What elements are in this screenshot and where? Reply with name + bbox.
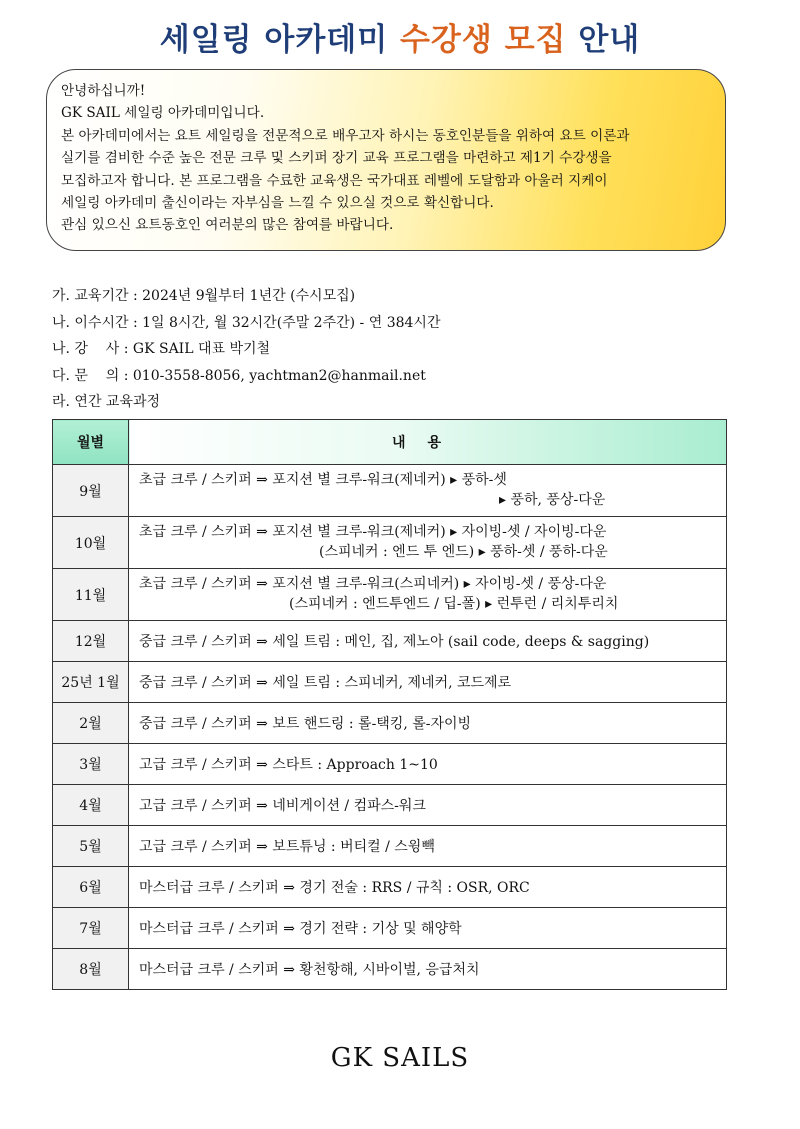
intro-line: 모집하고자 합니다. 본 프로그램을 수료한 교육생은 국가대표 레벨에 도달함과 아울러 지케이 bbox=[61, 172, 608, 189]
content-cell: 고급 크루 / 스키퍼 ⇒ 보트튜닝 : 버티컬 / 스윙빽 bbox=[129, 826, 727, 867]
content-cell: 중급 크루 / 스키퍼 ⇒ 세일 트림 : 메인, 집, 제노아 (sail code, deeps & sagging) bbox=[129, 621, 727, 662]
table-row bbox=[53, 621, 727, 662]
month-cell: 12월 bbox=[53, 621, 129, 662]
table-row bbox=[53, 826, 727, 867]
title-part-1: 세일링 아카데미 bbox=[159, 22, 389, 58]
info-instructor: 나. 강 사 : GK SAIL 대표 박기철 bbox=[52, 341, 271, 358]
intro-box bbox=[46, 69, 726, 251]
table-row bbox=[53, 785, 727, 826]
content-line: 초급 크루 / 스키퍼 ⇒ 포지션 별 크루-워크(스피네커) ▸ 자이빙-셋 / 풍상-다운 bbox=[139, 576, 607, 592]
intro-line: 본 아카데미에서는 요트 세일링을 전문적으로 배우고자 하시는 동호인분들을 위하여 요트 이론과 bbox=[61, 127, 630, 144]
content-cell: 마스터급 크루 / 스키퍼 ⇒ 황천항해, 시바이벌, 응급처치 bbox=[129, 949, 727, 990]
content-cell bbox=[129, 569, 727, 621]
month-cell: 6월 bbox=[53, 867, 129, 908]
table-row bbox=[53, 949, 727, 990]
table-row bbox=[53, 662, 727, 703]
intro-line: 실기를 겸비한 수준 높은 전문 크루 및 스키퍼 장기 교육 프로그램을 마련하고 제1기 수강생을 bbox=[61, 150, 612, 167]
month-cell: 5월 bbox=[53, 826, 129, 867]
header-month: 월별 bbox=[53, 420, 129, 465]
month-cell: 3월 bbox=[53, 744, 129, 785]
content-cell: 마스터급 크루 / 스키퍼 ⇒ 경기 전략 : 기상 및 해양학 bbox=[129, 908, 727, 949]
table-row bbox=[53, 517, 727, 569]
info-period: 가. 교육기간 : 2024년 9월부터 1년간 (수시모집) bbox=[52, 288, 356, 304]
content-line: (스피네커 : 엔드투엔드 / 딥-폴) ▸ 런투런 / 리치투리치 bbox=[289, 596, 619, 612]
content-cell: 중급 크루 / 스키퍼 ⇒ 보트 핸드링 : 롤-택킹, 롤-자이빙 bbox=[129, 703, 727, 744]
month-cell: 11월 bbox=[53, 569, 129, 621]
content-cell: 중급 크루 / 스키퍼 ⇒ 세일 트림 : 스피네커, 제네커, 코드제로 bbox=[129, 662, 727, 703]
intro-line: 세일링 아카데미 출신이라는 자부심을 느낄 수 있으실 것으로 확신합니다. bbox=[61, 195, 494, 212]
info-hours: 나. 이수시간 : 1일 8시간, 월 32시간(주말 2주간) - 연 384시간 bbox=[52, 314, 441, 331]
intro-line: 안녕하십니까! bbox=[61, 83, 146, 99]
table-row bbox=[53, 908, 727, 949]
table-row bbox=[53, 703, 727, 744]
content-cell bbox=[129, 517, 727, 569]
month-cell: 9월 bbox=[53, 465, 129, 517]
content-line: 초급 크루 / 스키퍼 ⇒ 포지션 별 크루-워크(제네커) ▸ 풍하-셋 bbox=[139, 472, 507, 488]
content-cell: 고급 크루 / 스키퍼 ⇒ 네비게이션 / 컴파스-워크 bbox=[129, 785, 727, 826]
title-part-3: 안내 bbox=[578, 22, 641, 58]
month-cell: 2월 bbox=[53, 703, 129, 744]
table-header-row bbox=[53, 420, 727, 465]
info-list bbox=[52, 283, 440, 416]
content-line: 초급 크루 / 스키퍼 ⇒ 포지션 별 크루-워크(제네커) ▸ 자이빙-셋 / 자이빙-다운 bbox=[139, 524, 607, 540]
table-row bbox=[53, 867, 727, 908]
content-line: ▸ 풍하, 풍상-다운 bbox=[499, 492, 606, 508]
month-cell: 10월 bbox=[53, 517, 129, 569]
content-cell bbox=[129, 465, 727, 517]
month-cell: 4월 bbox=[53, 785, 129, 826]
footer-brand: GK SAILS bbox=[330, 1043, 470, 1073]
title-part-2: 수강생 모집 bbox=[399, 22, 567, 58]
info-contact: 다. 문 의 : 010-3558-8056, yachtman2@hanmail.net bbox=[52, 367, 426, 384]
table-row bbox=[53, 465, 727, 517]
table-row bbox=[53, 569, 727, 621]
month-cell: 7월 bbox=[53, 908, 129, 949]
intro-line: 관심 있으신 요트동호인 여러분의 많은 참여를 바랍니다. bbox=[61, 217, 394, 234]
content-line: (스피네커 : 엔드 투 엔드) ▸ 풍하-셋 / 풍하-다운 bbox=[319, 544, 608, 560]
page-title bbox=[0, 14, 800, 59]
info-curriculum: 라. 연간 교육과정 bbox=[52, 394, 161, 411]
month-cell: 8월 bbox=[53, 949, 129, 990]
content-cell: 고급 크루 / 스키퍼 ⇒ 스타트 : Approach 1~10 bbox=[129, 744, 727, 785]
intro-line: GK SAIL 세일링 아카데미입니다. bbox=[61, 105, 265, 122]
header-content: 내용 bbox=[129, 420, 727, 465]
content-cell: 마스터급 크루 / 스키퍼 ⇒ 경기 전술 : RRS / 규칙 : OSR, ORC bbox=[129, 867, 727, 908]
month-cell: 25년 1월 bbox=[53, 662, 129, 703]
schedule-table bbox=[52, 419, 727, 990]
table-row bbox=[53, 744, 727, 785]
